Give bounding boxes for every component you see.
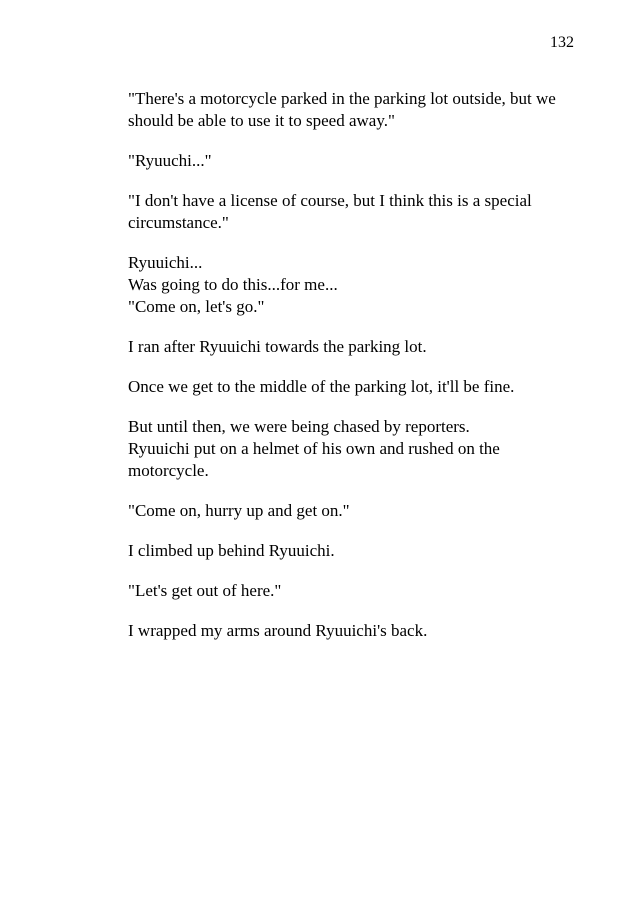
text-line: Ryuuichi put on a helmet of his own and rushed on the [128, 439, 500, 458]
text-line: circumstance." [128, 213, 229, 232]
text-line: "Come on, let's go." [128, 297, 265, 316]
text-line: I ran after Ryuuichi towards the parking lot. [128, 337, 427, 356]
paragraph [128, 620, 588, 642]
page-number: 132 [550, 34, 574, 51]
text-line: Was going to do this...for me... [128, 275, 338, 294]
text-line: "Ryuuchi..." [128, 151, 212, 170]
text-line: motorcycle. [128, 461, 209, 480]
text-line: "Let's get out of here." [128, 581, 282, 600]
text-line: "Come on, hurry up and get on." [128, 501, 350, 520]
paragraph [128, 252, 588, 318]
paragraph [128, 580, 588, 602]
text-line: But until then, we were being chased by reporters. [128, 417, 470, 436]
text-line: I climbed up behind Ryuuichi. [128, 541, 335, 560]
text-line: I wrapped my arms around Ryuuichi's back. [128, 621, 428, 640]
text-line: should be able to use it to speed away." [128, 111, 395, 130]
paragraph [128, 88, 588, 132]
paragraph [128, 416, 588, 482]
text-line: Once we get to the middle of the parking lot, it'll be fine. [128, 377, 515, 396]
text-line: "I don't have a license of course, but I think this is a special [128, 191, 532, 210]
paragraph [128, 500, 588, 522]
paragraph [128, 376, 588, 398]
paragraph [128, 150, 588, 172]
text-line: Ryuuichi... [128, 253, 203, 272]
text-line: "There's a motorcycle parked in the parking lot outside, but we [128, 89, 556, 108]
paragraph [128, 336, 588, 358]
paragraph [128, 190, 588, 234]
paragraph [128, 540, 588, 562]
page-body [128, 88, 588, 660]
